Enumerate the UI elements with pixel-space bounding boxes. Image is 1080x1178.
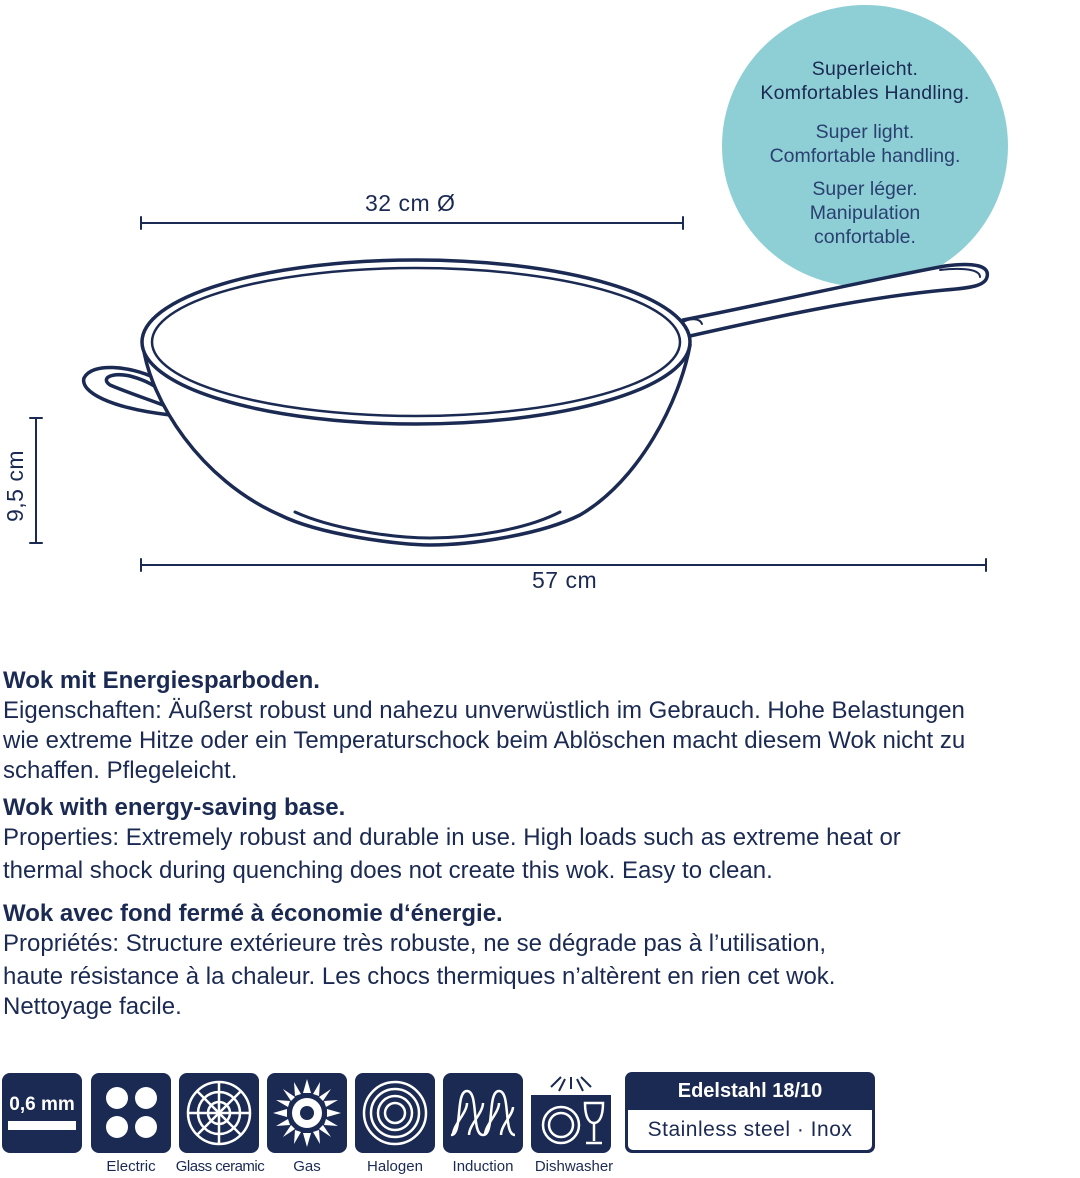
material-german: Edelstahl 18/10 (677, 1080, 823, 1102)
dishwasher-icon (531, 1073, 611, 1153)
halogen-label: Halogen (367, 1158, 423, 1175)
title-english: Wok with energy-saving base. (3, 794, 346, 821)
wok-rim-outer (142, 260, 690, 424)
description-french: Wok avec fond fermé à économie d‘énergie. Propriétés: Structure extérieure très robuste, ne se dégrade pas à l’utilisation, haute résistance à la chaleur. Les chocs thermiques n’altèrent en rien cet wok. Nettoyage facile. (3, 899, 1078, 1022)
halogen-hob-icon (355, 1073, 435, 1153)
long-handle (683, 264, 987, 336)
length-label: 57 cm (532, 567, 598, 593)
title-french: Wok avec fond fermé à économie d‘énergie. (3, 900, 503, 927)
diameter-label: 32 cm Ø (365, 190, 456, 216)
badge-text-german: Superleicht. Komfortables Handling. (760, 58, 970, 104)
induction-hob-icon (443, 1073, 523, 1153)
dishwasher-label: Dishwasher (534, 1158, 614, 1175)
badge-text-french: Super léger. Manipulation confortable. (809, 178, 921, 248)
material-badge (625, 1072, 875, 1153)
glass-ceramic-label: Glass ceramic (175, 1158, 265, 1175)
induction-label: Induction (452, 1158, 514, 1175)
description-english: Wok with energy-saving base. Properties: Extremely robust and durable in use. High loads such as extreme heat or thermal shock during quenching does not create this wok. Easy to clean. (3, 793, 1078, 886)
material-english-french: Stainless steel · Inox (628, 1110, 872, 1150)
electric-label: Electric (106, 1158, 156, 1175)
title-german: Wok mit Energiesparboden. (3, 667, 320, 694)
badge-text-english: Super light. Comfortable handling. (769, 121, 961, 167)
gas-hob-icon (267, 1073, 347, 1153)
electric-hob-icon (91, 1073, 171, 1153)
glass-ceramic-hob-icon (179, 1073, 259, 1153)
height-label: 9,5 cm (2, 449, 28, 522)
description-german: Wok mit Energiesparboden. Eigenschaften: Äußerst robust und nahezu unverwüstlich im Gebrauch. Hohe Belastungen wie extreme Hitze oder ein Temperaturschock beim Ablöschen macht diesem Wok nicht zu schaffen. Pflegeleicht. (3, 666, 1078, 786)
gas-label: Gas (293, 1158, 321, 1175)
thickness-icon: 0,6 mm (2, 1073, 82, 1153)
